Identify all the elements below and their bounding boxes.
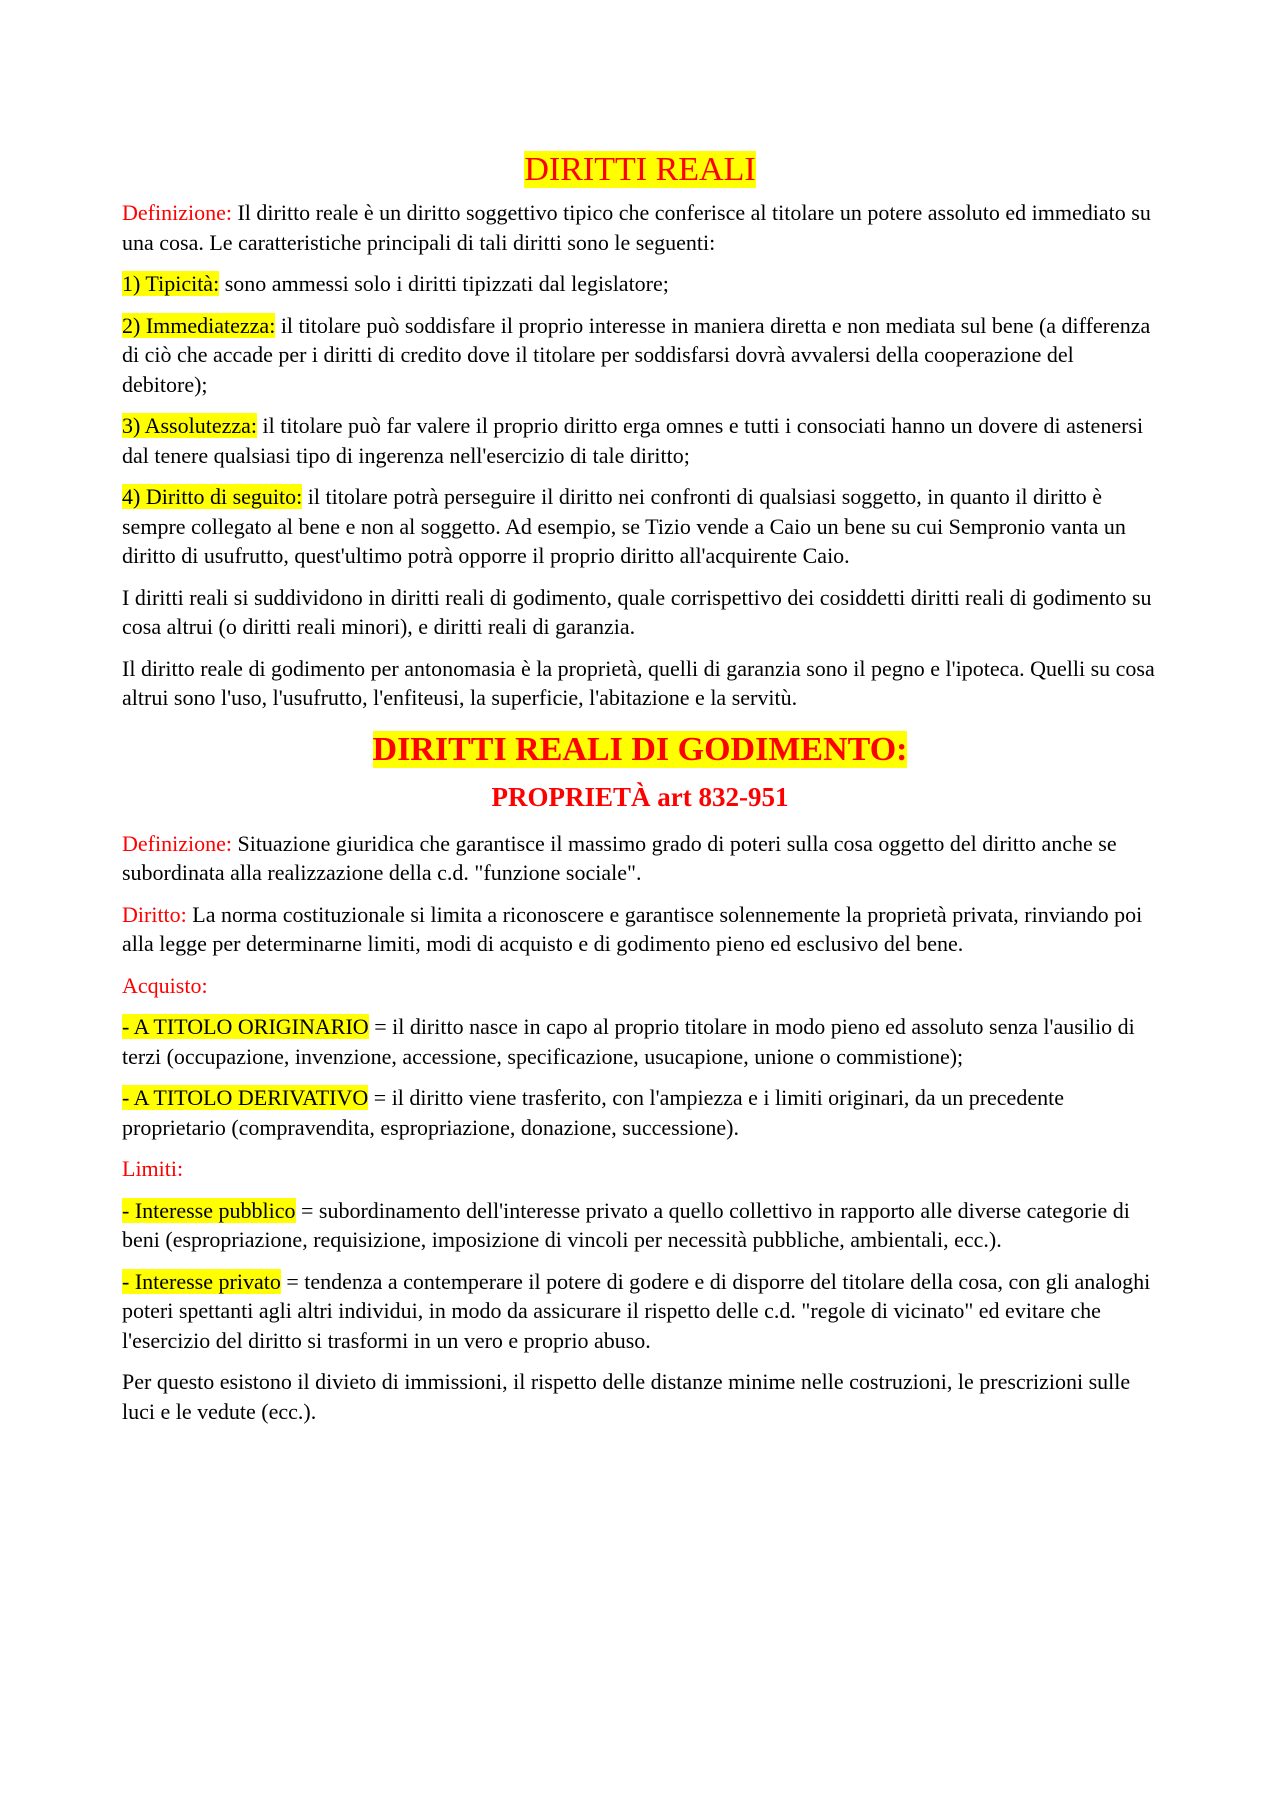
proprieta-definizione [122, 829, 1158, 888]
document-title-text: DIRITTI REALI [524, 151, 756, 188]
characteristic-label: 1) Tipicità: [122, 271, 220, 296]
definizione-label: Definizione: [122, 830, 232, 856]
section-title-text: DIRITTI REALI DI GODIMENTO: [372, 730, 908, 768]
limiti-text: = subordinamento dell'interesse privato a quello collettivo in rapporto alle diverse categorie di beni (espropriazione, requisizione, imposizione di vincoli per necessità pubbliche, ambientali, ecc.). [122, 1197, 1130, 1252]
characteristic-item [122, 269, 1158, 299]
characteristic-text: sono ammessi solo i diritti tipizzati dal legislatore; [219, 271, 669, 296]
acquisto-item [122, 1083, 1158, 1142]
limiti-text: = tendenza a contemperare il potere di godere e di disporre del titolare della cosa, con gli analoghi poteri spettanti agli altri individui, in modo da assicurare il rispetto delle c.d. "regole di vicinato" ed evitare che l'esercizio del diritto si trasformi in un vero e proprio abuso. [122, 1268, 1151, 1353]
characteristic-text: il titolare potrà perseguire il diritto nei confronti di qualsiasi soggetto, in quanto il diritto è sempre collegato al bene e non al soggetto. Ad esempio, se Tizio vende a Caio un bene su cui Sempronio vanta un diritto di usufrutto, quest'ultimo potrà opporre il proprio diritto all'acquirente Caio. [122, 484, 1126, 568]
diritto-text: La norma costituzionale si limita a riconoscere e garantisce solennemente la proprietà privata, rinviando poi alla legge per determinarne limiti, modi di acquisto e di godimento pieno ed esclusivo del bene. [122, 901, 1143, 956]
limiti-label: - Interesse pubblico [122, 1197, 296, 1223]
acquisto-text: = il diritto viene trasferito, con l'ampiezza e i limiti originari, da un precedente proprietario (compravendita, espropriazione, donazione, successione). [122, 1085, 1064, 1140]
limiti-item [122, 1267, 1158, 1356]
acquisto-text: = il diritto nasce in capo al proprio titolare in modo pieno ed assoluto senza l'ausilio di terzi (occupazione, invenzione, accessione, specificazione, usucapione, unione o commistione); [122, 1014, 1135, 1069]
proprieta-diritto [122, 900, 1158, 959]
diritto-label: Diritto: [122, 901, 187, 927]
acquisto-item [122, 1012, 1158, 1071]
closing-paragraph: Per questo esistono il divieto di immissioni, il rispetto delle distanze minime nelle costruzioni, le prescrizioni sulle luci e le vedute (ecc.). [122, 1369, 1131, 1424]
characteristic-label: 3) Assolutezza: [122, 413, 258, 438]
body-paragraph: I diritti reali si suddividono in diritti reali di godimento, quale corrispettivo dei cosiddetti diritti reali di godimento su cosa altrui (o diritti reali minori), e diritti reali di garanzia. [122, 584, 1152, 639]
characteristic-item [122, 311, 1158, 400]
acquisto-label: - A TITOLO ORIGINARIO [122, 1014, 369, 1039]
section-title [122, 725, 1158, 775]
acquisto-label: - A TITOLO DERIVATIVO [122, 1085, 369, 1110]
limiti-label: - Interesse privato [122, 1268, 281, 1294]
limiti-item [122, 1196, 1158, 1255]
characteristic-text: il titolare può far valere il proprio diritto erga omnes e tutti i consociati hanno un dovere di astenersi dal tenere qualsiasi tipo di ingerenza nell'esercizio di tale diritto; [122, 413, 1144, 468]
limiti-heading: Limiti: [122, 1156, 184, 1181]
characteristic-label: 4) Diritto di seguito: [122, 484, 303, 509]
document-title [122, 148, 1158, 192]
characteristic-label: 2) Immediatezza: [122, 312, 276, 338]
intro-text: Il diritto reale è un diritto soggettivo tipico che conferisce al titolare un potere assoluto ed immediato su una cosa. Le caratteristiche principali di tali diritti sono le seguenti: [122, 200, 1151, 255]
characteristic-text: il titolare può soddisfare il proprio interesse in maniera diretta e non mediata sul bene (a differenza di ciò che accade per i diritti di credito dove il titolare per soddisfarsi dovrà avvalersi della cooperazione del debitore); [122, 312, 1151, 397]
body-paragraph: Il diritto reale di godimento per antonomasia è la proprietà, quelli di garanzia sono il pegno e l'ipoteca. Quelli su cosa altrui sono l'uso, l'usufrutto, l'enfiteusi, la superficie, l'abitazione e la servitù. [122, 655, 1155, 710]
definizione-text: Situazione giuridica che garantisce il massimo grado di poteri sulla cosa oggetto del diritto anche se subordinata alla realizzazione della c.d. "funzione sociale". [122, 830, 1117, 885]
intro-label: Definizione: [122, 200, 232, 225]
acquisto-heading: Acquisto: [122, 972, 208, 998]
intro-paragraph [122, 198, 1158, 257]
characteristic-item [122, 411, 1158, 470]
characteristic-item [122, 482, 1158, 571]
section-subtitle: PROPRIETÀ art 832-951 [491, 781, 789, 812]
